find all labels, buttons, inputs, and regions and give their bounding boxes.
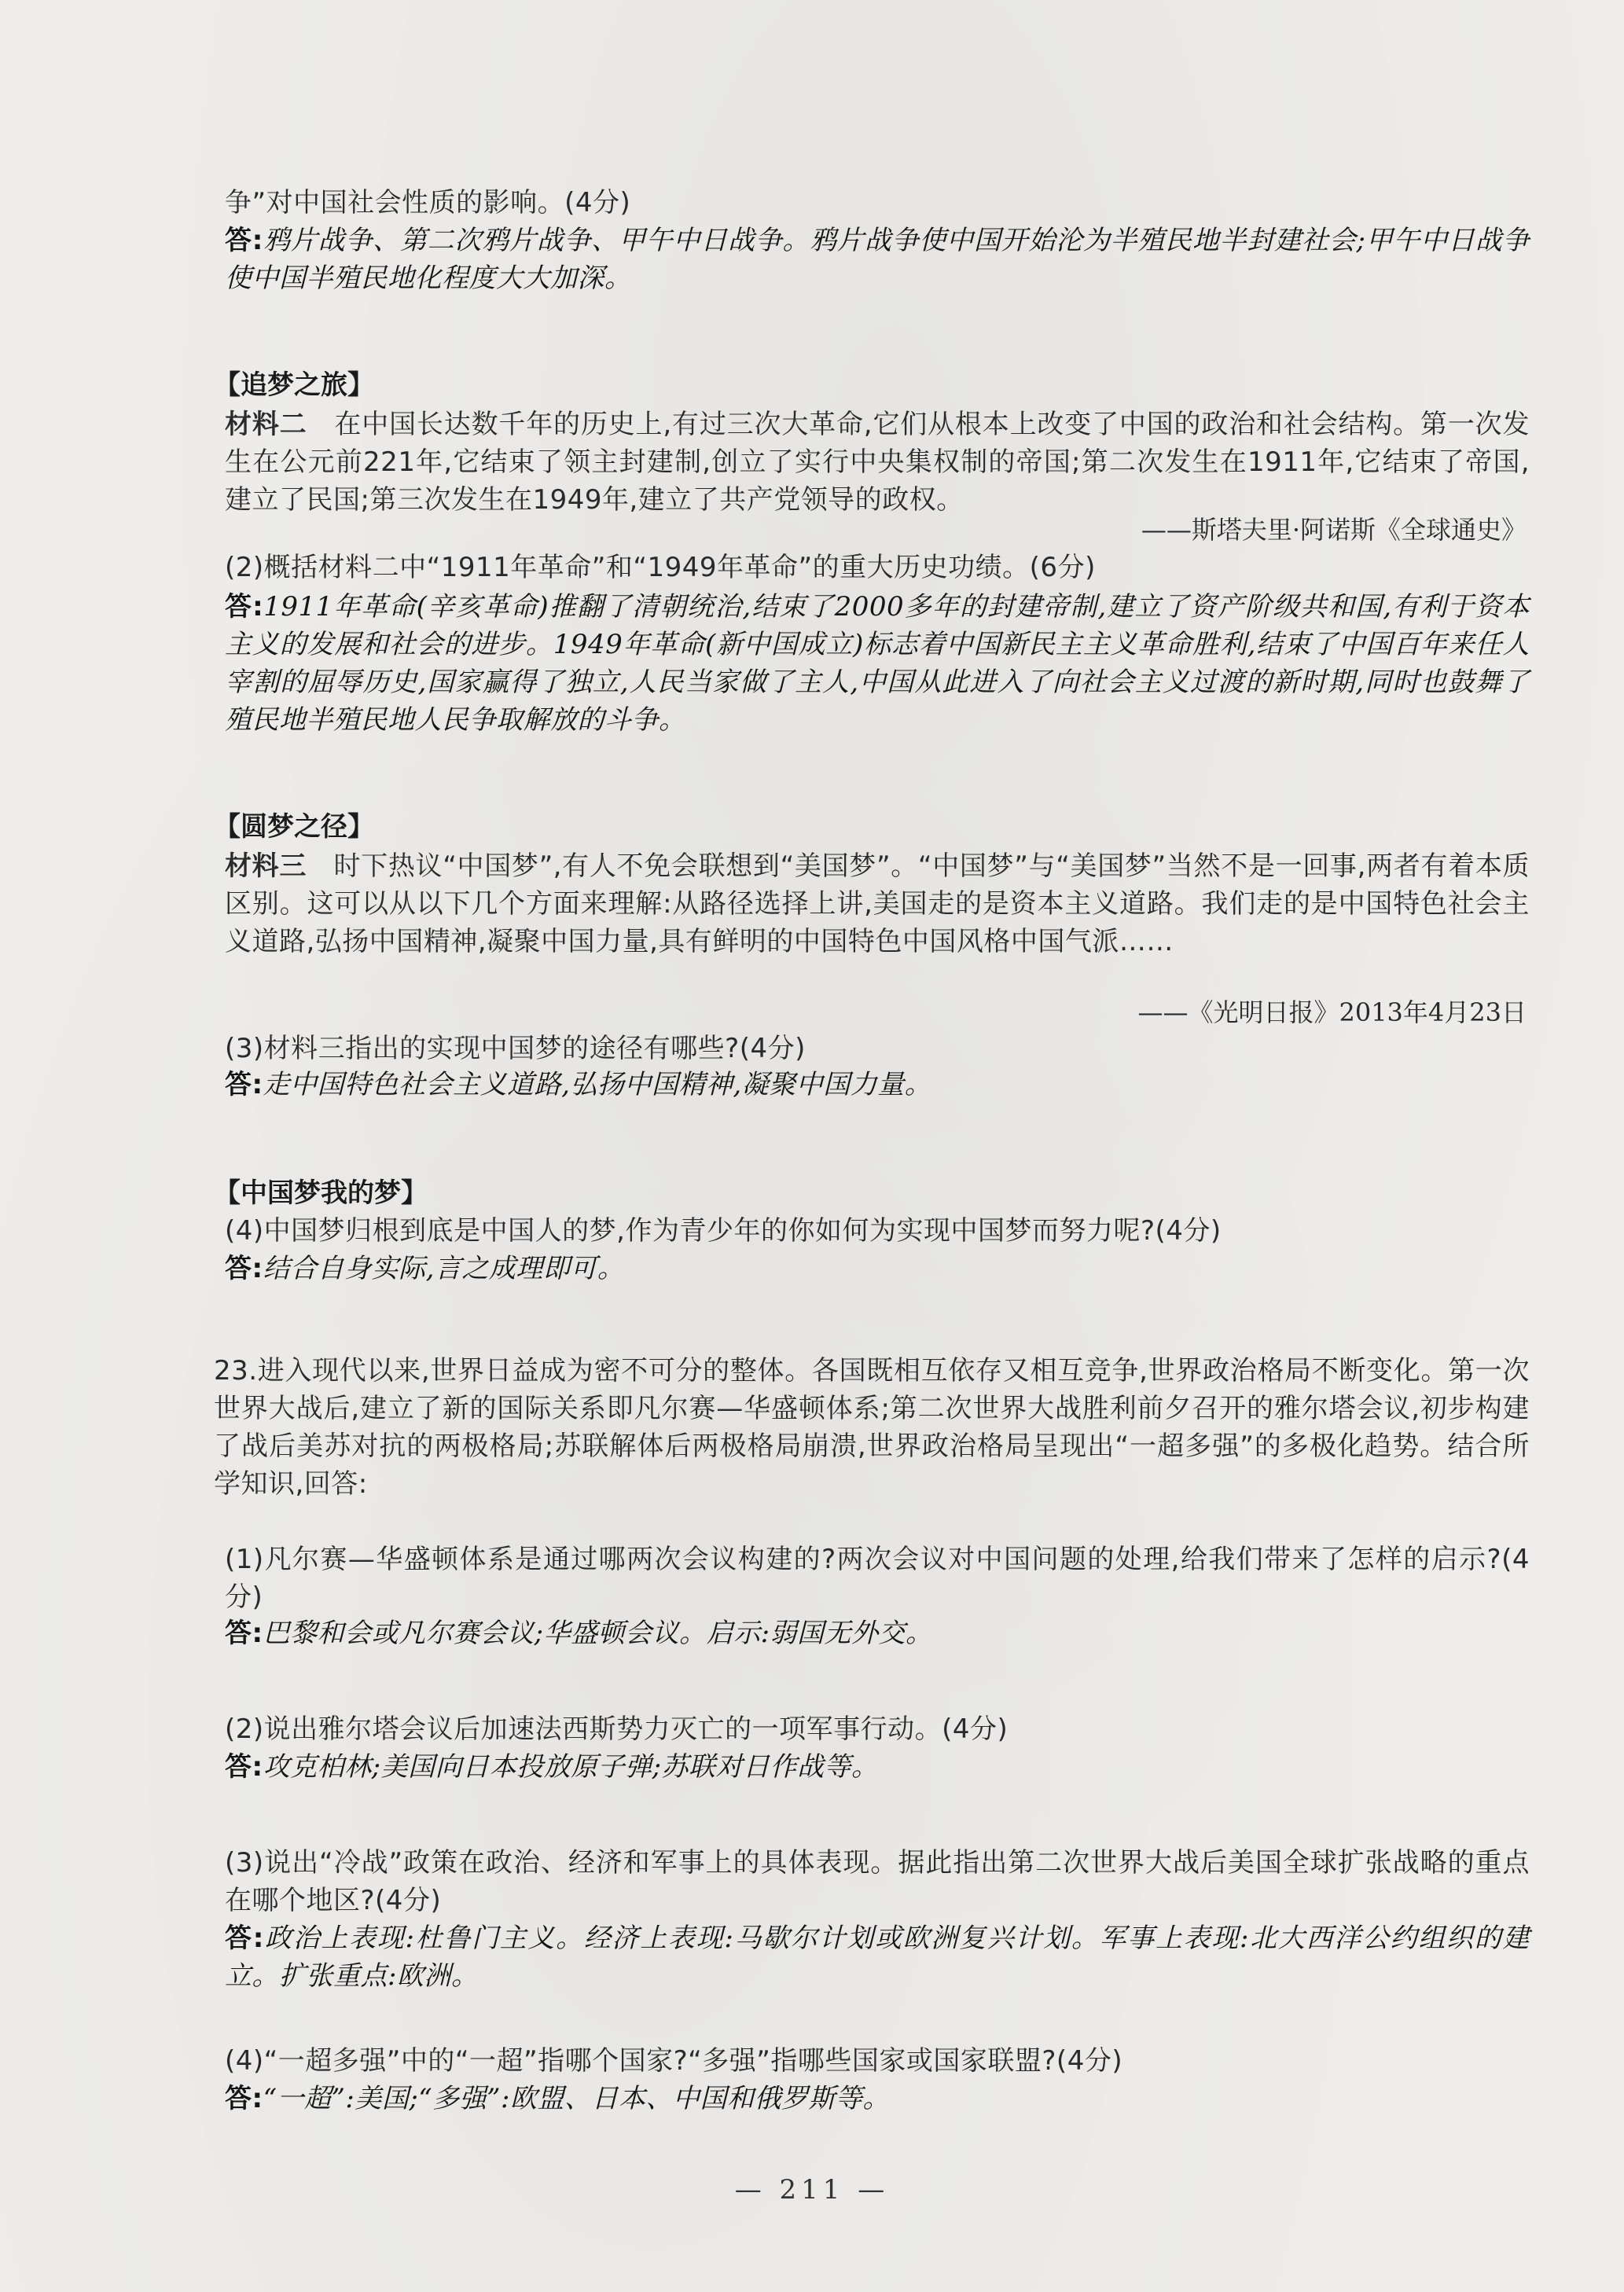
answer-2-text: 1911年革命(辛亥革命)推翻了清朝统治,结束了2000多年的封建帝制,建立了资产阶级共和国,有利于资本主义的发展和社会的进步。1949年革命(新中国成立)标志着中国新民主主义革命胜利,结束了中国百年来任人宰割的屈辱历史,国家赢得了独立,人民当家做了主人,中国从此进入了向社会主义过渡的新时期,同时也鼓舞了殖民地半殖民地人民争取解放的斗争。	[225, 591, 1530, 736]
answer-23-1-text: 巴黎和会或凡尔赛会议;华盛顿会议。启示:弱国无外交。	[263, 1618, 933, 1649]
answer-3-text: 走中国特色社会主义道路,弘扬中国精神,凝聚中国力量。	[263, 1069, 932, 1100]
material-2	[225, 406, 1530, 519]
material-3-text: 时下热议“中国梦”,有人不免会联想到“美国梦”。“中国梦”与“美国梦”当然不是一回事,两者有着本质区别。这可以从以下几个方面来理解:从路径选择上讲,美国走的是资本主义道路。我们走的是中国特色社会主义道路,弘扬中国精神,凝聚中国力量,具有鲜明的中国特色中国风格中国气派……	[225, 850, 1530, 957]
question-3: (3)材料三指出的实现中国梦的途径有哪些?(4分)	[225, 1033, 806, 1064]
question-1-tail: 争”对中国社会性质的影响。(4分)	[225, 187, 631, 219]
question-23-3: (3)说出“冷战”政策在政治、经济和军事上的具体表现。据此指出第二次世界大战后美国全球扩张战略的重点在哪个地区?(4分)	[225, 1847, 1530, 1916]
material-3-label: 材料三	[225, 850, 307, 882]
material-2-text: 在中国长达数千年的历史上,有过三次大革命,它们从根本上改变了中国的政治和社会结构。第一次发生在公元前221年,它结束了领主封建制,创立了实行中央集权制的帝国;第二次发生在1911年,它结束了帝国,建立了民国;第三次发生在1949年,建立了共产党领导的政权。	[225, 409, 1530, 516]
material-3-source: ——《光明日报》2013年4月23日	[1137, 997, 1527, 1027]
answer-4-text: 结合自身实际,言之成理即可。	[263, 1253, 625, 1284]
answer-label: 答:	[225, 225, 263, 256]
answer-23-4-text: “一超”:美国;“多强”:欧盟、日本、中国和俄罗斯等。	[263, 2083, 891, 2114]
answer-label: 答:	[225, 1923, 264, 1954]
material-2-source: ——斯塔夫里·阿诺斯《全球通史》	[1141, 515, 1527, 545]
question-4: (4)中国梦归根到底是中国人的梦,作为青少年的你如何为实现中国梦而努力呢?(4分)	[225, 1215, 1222, 1247]
answer-4	[225, 1251, 624, 1286]
answer-label: 答:	[225, 1751, 263, 1783]
answer-23-2-text: 攻克柏林;美国向日本投放原子弹;苏联对日作战等。	[263, 1751, 879, 1783]
answer-label: 答:	[225, 591, 264, 623]
answer-label: 答:	[225, 2083, 263, 2114]
page-number: — 211 —	[734, 2174, 890, 2206]
material-3	[225, 847, 1530, 961]
material-2-label: 材料二	[225, 409, 307, 440]
question-23-1: (1)凡尔赛—华盛顿体系是通过哪两次会议构建的?两次会议对中国问题的处理,给我们带来了怎样的启示?(4分)	[225, 1544, 1530, 1613]
answer-label: 答:	[225, 1253, 263, 1284]
question-23-stem: 23.进入现代以来,世界日益成为密不可分的整体。各国既相互依存又相互竞争,世界政治格局不断变化。第一次世界大战后,建立了新的国际关系即凡尔赛—华盛顿体系;第二次世界大战胜利前夕召开的雅尔塔会议,初步构建了战后美苏对抗的两极格局;苏联解体后两极格局崩溃,世界政治格局呈现出“一超多强”的多极化趋势。结合所学知识,回答:	[214, 1355, 1530, 1500]
question-23-4: (4)“一超多强”中的“一超”指哪个国家?“多强”指哪些国家或国家联盟?(4分)	[225, 2045, 1123, 2077]
answer-23-2	[225, 1750, 879, 1784]
section-heading-yuanmeng: 【圆梦之径】	[214, 811, 374, 843]
answer-label: 答:	[225, 1069, 263, 1100]
question-23-2: (2)说出雅尔塔会议后加速法西斯势力灭亡的一项军事行动。(4分)	[225, 1713, 1009, 1745]
answer-2	[225, 588, 1530, 739]
answer-3	[225, 1067, 931, 1102]
answer-23-1	[225, 1616, 933, 1651]
answer-1-text: 鸦片战争、第二次鸦片战争、甲午中日战争。鸦片战争使中国开始沦为半殖民地半封建社会;甲午中日战争使中国半殖民地化程度大大加深。	[225, 225, 1530, 294]
section-heading-mydream: 【中国梦我的梦】	[214, 1177, 428, 1209]
answer-23-3-text: 政治上表现:杜鲁门主义。经济上表现:马歇尔计划或欧洲复兴计划。军事上表现:北大西洋公约组织的建立。扩张重点:欧洲。	[225, 1923, 1530, 1992]
answer-1	[225, 222, 1530, 297]
answer-label: 答:	[225, 1618, 263, 1649]
section-heading-zhuimeng: 【追梦之旅】	[214, 369, 374, 401]
question-2: (2)概括材料二中“1911年革命”和“1949年革命”的重大历史功绩。(6分)	[225, 552, 1096, 583]
answer-23-3	[225, 1919, 1530, 1995]
answer-23-4	[225, 2081, 890, 2116]
